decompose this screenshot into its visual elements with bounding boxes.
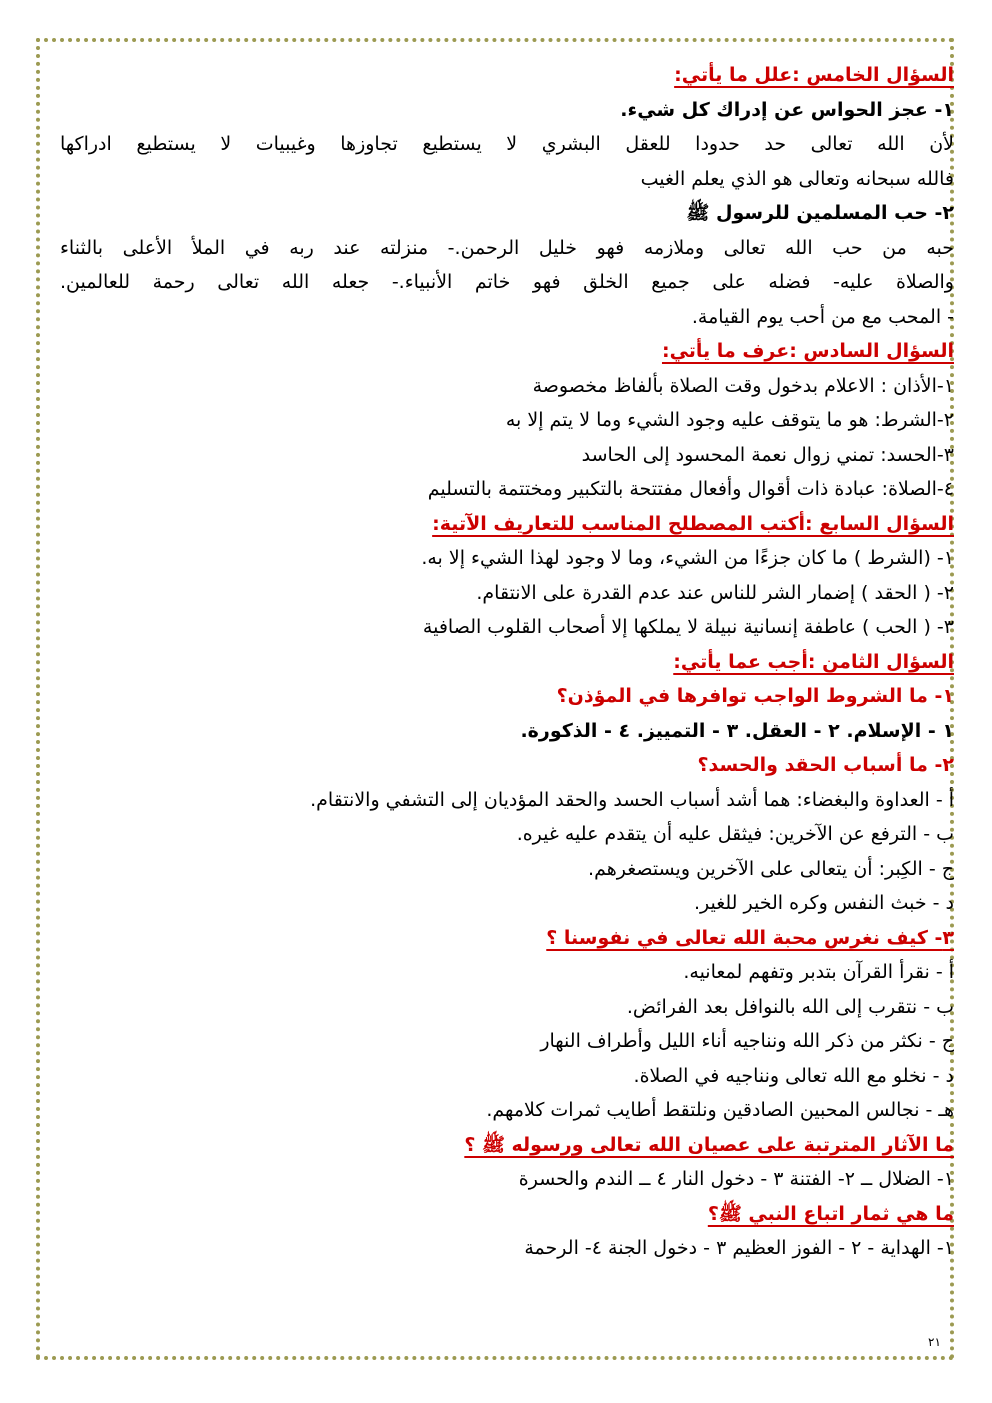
q7-item2: ٢- ( الحقد ) إضمار الشر للناس عند عدم القدرة على الانتقام.	[476, 581, 954, 604]
q8-sub3: ٣- كيف نغرس محبة الله تعالى في نفوسنا ؟	[546, 926, 954, 949]
q5-ans1b: فالله سبحانه وتعالى هو الذي يعلم الغيب	[640, 167, 954, 190]
q10-heading: ما هي ثمار اتباع النبي ﷺ؟	[707, 1202, 954, 1225]
q9-answer: ١- الضلال ــ ٢- الفتنة ٣ - دخول النار ٤ ــ الندم والحسرة	[518, 1168, 954, 1190]
q5-ans1a: لأن الله تعالى حد حدودا للعقل البشري لا يستطيع تجاوزها وغيبيات لا يستطيع ادراكها	[60, 133, 954, 155]
q7-item3: ٣- ( الحب ) عاطفة إنسانية نبيلة لا يملكها إلا أصحاب القلوب الصافية	[422, 616, 954, 638]
q5-ans2c: - المحب مع من أحب يوم القيامة.	[691, 305, 954, 328]
q8-ans2a: أ - العداوة والبغضاء: هما أشد أسباب الحسد والحقد المؤديان إلى التشفي والانتقام.	[310, 788, 954, 811]
q8-heading: السؤال الثامن :أجب عما يأتي:	[673, 650, 954, 673]
q5-item2: ٢- حب المسلمين للرسول ﷺ	[686, 202, 954, 224]
q8-sub2: ٢- ما أسباب الحقد والحسد؟	[697, 754, 954, 776]
q6-def2: ٢-الشرط: هو ما يتوقف عليه وجود الشيء وما لا يتم إلا به	[505, 409, 954, 431]
q6-def1: ١-الأذان : الاعلام بدخول وقت الصلاة بألفاظ مخصوصة	[532, 374, 954, 397]
q8-ans2c: ج - الكِبر: أن يتعالى على الآخرين ويستصغرهم.	[588, 857, 954, 880]
q5-ans2b: والصلاة عليه- فضله على جميع الخلق فهو خاتم الأنبياء.- جعله الله تعالى رحمة للعالمين.	[60, 271, 954, 293]
q8-ans2b: ب - الترفع عن الآخرين: فيثقل عليه أن يتقدم عليه غيره.	[516, 823, 954, 845]
q8-ans2d: د - خبث النفس وكره الخير للغير.	[693, 892, 954, 914]
q8-ans3a: أ - نقرأ القرآن بتدبر وتفهم لمعانيه.	[683, 961, 954, 983]
q5-item1: ١- عجز الحواس عن إدراك كل شيء.	[620, 98, 954, 121]
q6-def4: ٤-الصلاة: عبادة ذات أقوال وأفعال مفتتحة بالتكبير ومختتمة بالتسليم	[427, 478, 954, 500]
q6-heading: السؤال السادس :عرف ما يأتي:	[661, 340, 954, 362]
q8-ans3e: هـ - نجالس المحبين الصادقين ونلتقط أطايب ثمرات كلامهم.	[486, 1099, 954, 1121]
worksheet-content	[60, 58, 954, 1266]
q8-ans1: ١ - الإسلام. ٢ - العقل. ٣ - التمييز. ٤ - الذكورة.	[520, 719, 954, 742]
q9-heading: ما الآثار المترتبة على عصيان الله تعالى ورسوله ﷺ ؟	[464, 1133, 954, 1156]
q6-def3: ٣-الحسد: تمني زوال نعمة المحسود إلى الحاسد	[581, 443, 954, 466]
q8-ans3c: ج - نكثر من ذكر الله ونناجيه أناء الليل وأطراف النهار	[540, 1030, 954, 1052]
q10-answer: ١- الهداية - ٢ - الفوز العظيم ٣ - دخول الجنة ٤- الرحمة	[524, 1237, 954, 1259]
q7-item1: ١- (الشرط ) ما كان جزءًا من الشيء، وما لا وجود لهذا الشيء إلا به.	[421, 547, 954, 569]
q8-ans3b: ب - نتقرب إلى الله بالنوافل بعد الفرائض.	[626, 995, 954, 1018]
q5-ans2a: حبه من حب الله تعالى وملازمه فهو خليل الرحمن.- منزلته عند ربه في الملأ الأعلى بالثناء	[60, 236, 954, 259]
q8-ans3d: د - نخلو مع الله تعالى ونناجيه في الصلاة.	[633, 1064, 954, 1087]
q7-heading: السؤال السابع :أكتب المصطلح المناسب للتعاريف الآتية:	[432, 512, 954, 535]
q8-sub1: ١- ما الشروط الواجب توافرها في المؤذن؟	[556, 685, 954, 707]
page-number: ٢١	[928, 1335, 941, 1349]
q5-heading: السؤال الخامس :علل ما يأتي:	[674, 64, 954, 86]
